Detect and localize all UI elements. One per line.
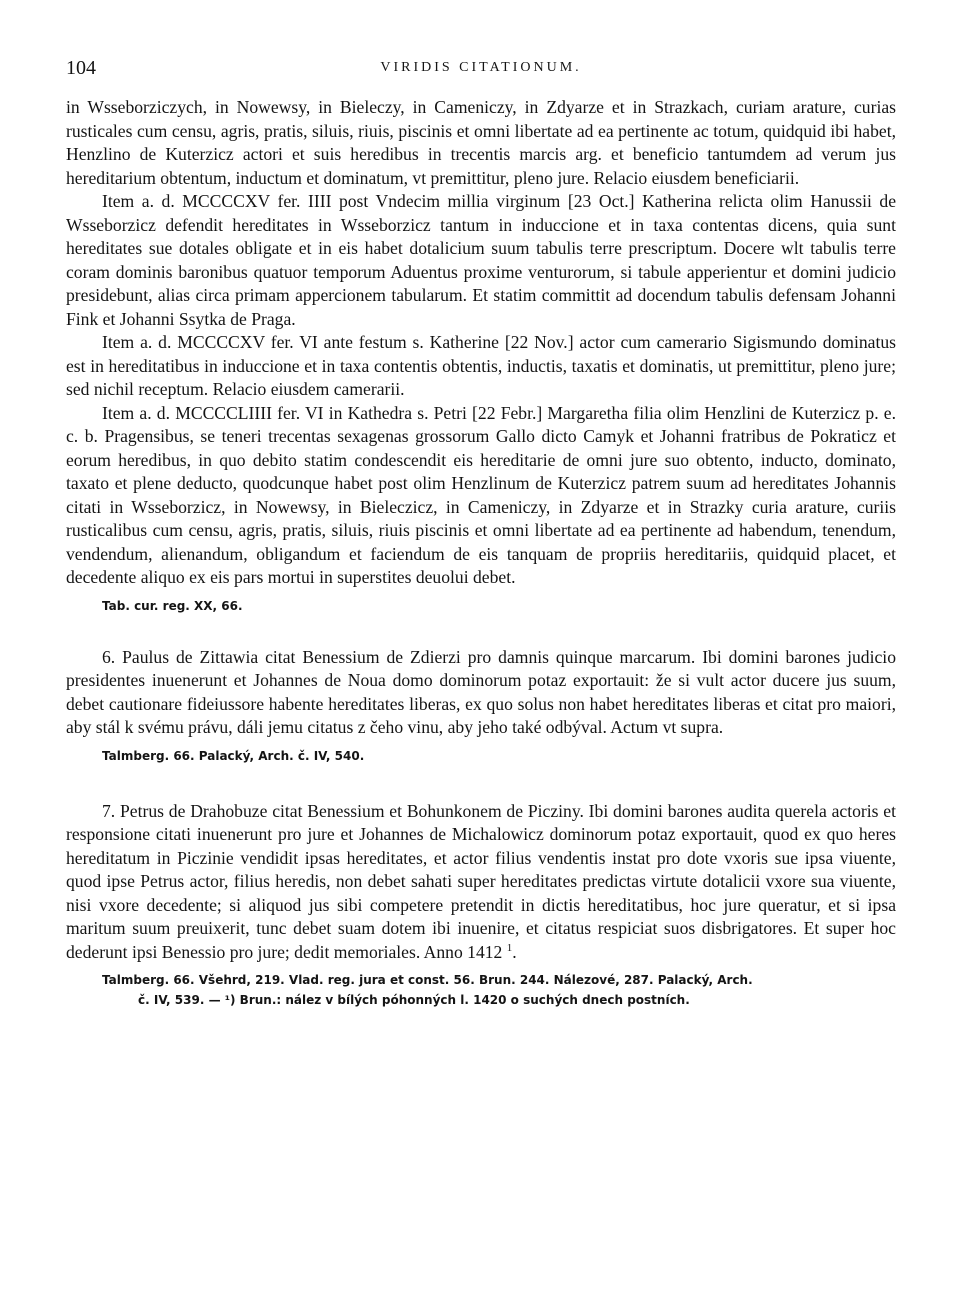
- section-gap: [66, 766, 896, 800]
- paragraph-item-1415-oct: Item a. d. MCCCCXV fer. IIII post Vndecim millia virginum [23 Oct.] Katherina relicta olim Hanussii de Wsseborzicz defendit hereditates in Wsseborzicz tantum in induccione et in taxa contentas dicens, quia sunt hereditates sue dotales obligate et in eis habet dotalicium suum tabulis terre prescriptum. Docere wlt tabulis terre coram dominis baronibus quatuor temporum Aduentus proxime venturorum, si tabule apperientur et domini judicio presidebunt, alias circa primam appercionem tabularum. Et statim committit ad docendum tabulis defensam Johanni Fink et Johanni Ssytka de Praga.: [66, 191, 896, 329]
- running-title: VIRIDIS CITATIONUM.: [380, 60, 582, 75]
- body-text: [66, 96, 896, 1010]
- paragraph-item-1415-nov: Item a. d. MCCCCXV fer. VI ante festum s. Katherine [22 Nov.] actor cum camerario Sigismundo dominatus est in hereditatibus in induccione et in taxa contentis obtentis, inductis, taxatis et dominatis, ut premittitur, pleno jure; sed nichil receptum. Relacio eiusdem camerarii.: [66, 332, 896, 399]
- footnote-marker: 1: [506, 941, 513, 954]
- source-reference-1: Tab. cur. reg. XX, 66.: [102, 598, 243, 613]
- entry-7-text: 7. Petrus de Drahobuze citat Benessium et Bohunkonem de Picziny. Ibi domini barones audita querela actoris et responsione citati inuenerunt pro jure et Johannes de Michalowicz dominorum potaz exportauit, quod ex quo heres hereditatum in Piczinie vendidit ipsas hereditates, et actor filius vendentis instat pro dote vxoris sue ipsa viuente, quod ipse Petrus actor, filius heredis, non debet sahati super hereditates predictas virtute dotalicii vxore sua viuente, nisi vxore decedente; si aliquod jus sibi competere pretendit in dictis hereditatibus, hoc jure queratur, et si ipsa maritum suum preuixerit, tunc debet suam dotem ibi inuenire, et citatus respiciat suos disbrigatores. Et super hoc dederunt ipsi Benessio pro jure; dedit memoriales. Anno 1412: [66, 800, 896, 962]
- page-header: [66, 57, 896, 83]
- source-reference-7-line2: č. IV, 539. — ¹) Brun.: nález v bílých póhonných l. 1420 o suchých dnech postních.: [138, 993, 690, 1007]
- section-gap: [66, 616, 896, 646]
- paragraph-item-1454-febr: Item a. d. MCCCCLIIII fer. VI in Kathedra s. Petri [22 Febr.] Margaretha filia olim Henzlini de Kuterzicz p. e. c. b. Pragensibus, se teneri trecentas sexagenas grossorum Gallo dicto Camyk et Johanni fratribus de Pokraticz et eorum heredibus, in quo debito statim condescendit eis hereditarie de omni jure suo obtento, inducto, dominato, taxato et plene deducto, quodcunque habet post olim Henzlinum de Kuterzicz patrem suum ad hereditates Johannis citati in Wsseborzicz, in Nowewsy, in Bieleczicz, in Cameniczy, in Zdyarze et in Strazky curia arature, curiis rusticalibus cum censu, agris, pratis, siluis, riuis piscinis et omni libertate ad ea pertinente ad habendum, tenendum, vendendum, alienandum, obligandum et faciendum de eis tanquam de propriis hereditariis, quidquid placet, et decedente aliquo ex eis pars mortui in superstites deuolui debet.: [66, 402, 896, 587]
- entry-6: 6. Paulus de Zittawia citat Benessium de Zdierzi pro damnis quinque marcarum. Ibi domini barones judicio presidentes inuenerunt et Johannes de Noua domo dominorum potaz exportauit: že si vult actor ducere jus suum, debet cautionare fideiussore habente hereditates liberas, ex quo solus non habet hereditates liberas et citat pro maiori, aby stál k svému právu, dáli jemu citatus z čeho vinu, aby jeho také odbýval. Actum vt supra.: [66, 646, 896, 737]
- source-reference-6: Talmberg. 66. Palacký, Arch. č. IV, 540.: [102, 748, 365, 763]
- paragraph-continued: in Wsseborziczych, in Nowewsy, in Bieleczy, in Cameniczy, in Zdyarze et in Strazkach, curiam arature, curias rusticales cum censu, agris, pratis, siluis, riuis, piscinis et omni libertate ad ea pertinente ac totum, quidquid ibi habet, Henzlino de Kuterzicz actori et suis heredibus in trecentis marcis arg. et beneficio tantumdem ad verum jus hereditarium obtentum, inductum et dominatum, vt premittitur, pleno jure. Relacio eiusdem beneficiarii.: [66, 97, 896, 188]
- entry-7: [66, 800, 896, 965]
- source-reference-7-line1: Talmberg. 66. Všehrd, 219. Vlad. reg. jura et const. 56. Brun. 244. Nálezové, 287. Palacký, Arch.: [102, 973, 753, 987]
- page-number: 104: [66, 57, 96, 79]
- source-reference-7: [66, 970, 896, 1010]
- entry-7-end: .: [512, 941, 517, 962]
